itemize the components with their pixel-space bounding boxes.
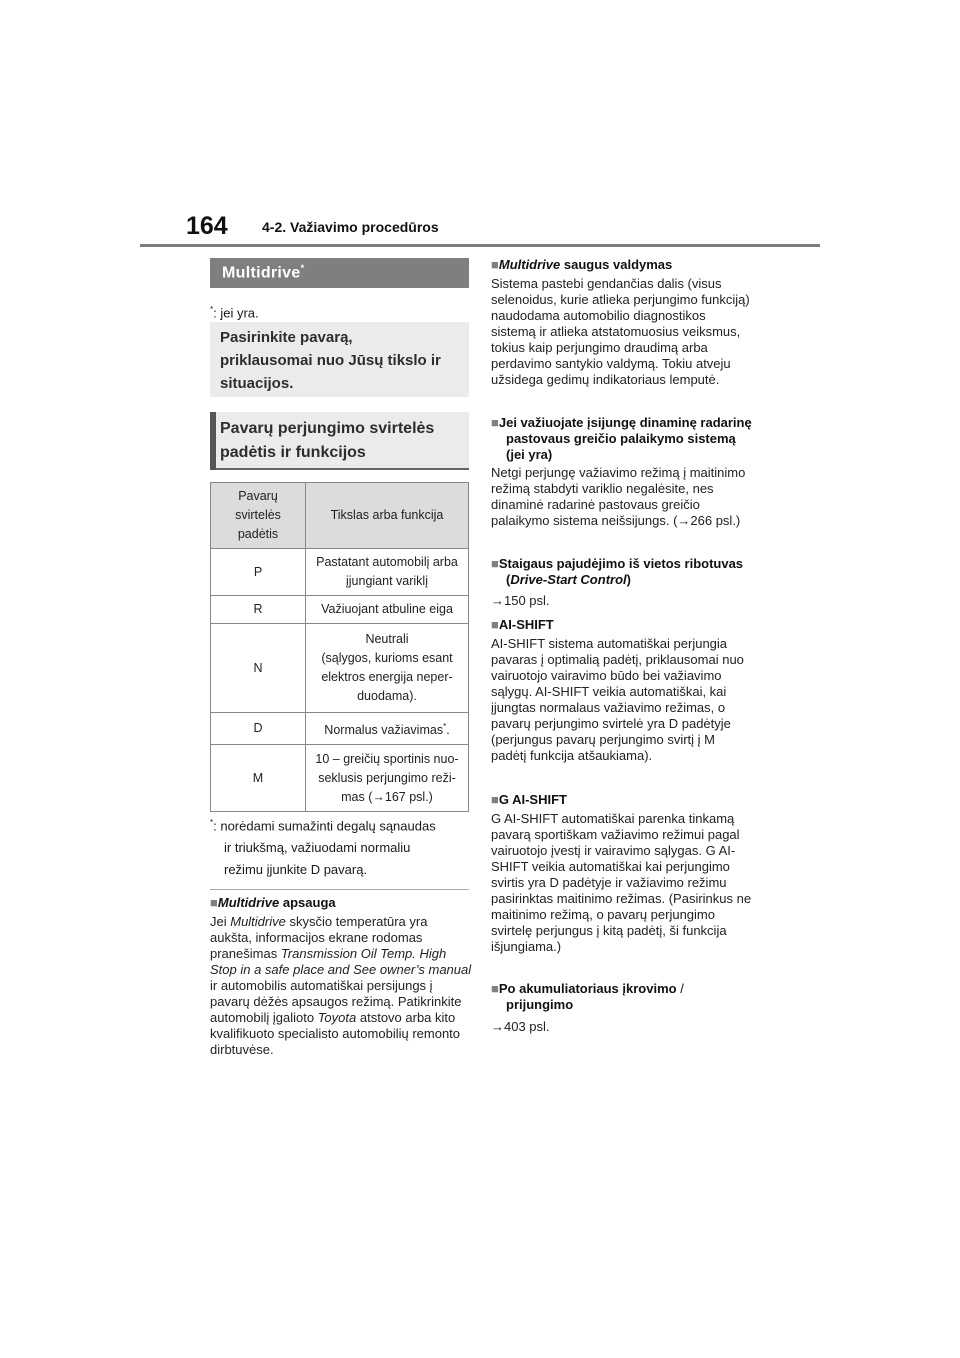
body-text: skysčio temperatūra yra aukšta, informacijos ekrane rodomas pranešimas [210, 914, 428, 961]
function-text: duodama). [357, 689, 417, 703]
heading-text: Multidrive [498, 257, 561, 272]
function-text: 10 – greičių sportinis nuo- [315, 751, 459, 766]
gear-function [306, 713, 469, 745]
g-ai-shift-body: G AI-SHIFT automatiškai parenka tinkamą pavarą sportiškam važiavimo režimui pagal vairuotojo įvestį ir vairavimo sąlygas. G AI-SHIFT veikia automatiškai kai perjungimo svirtis yra D padėtyje ir važiavimo režimu pasirinktas maitinimo režimas. (Pasirinkus ne maitinimo režimą, o pavarų perjungimo svirtelę perjungus į kitą padėtį, ši funkcija išjungiama.) [491, 811, 752, 954]
ai-shift-heading [491, 617, 753, 633]
instruction-line: situacijos. [220, 375, 294, 392]
table-header-row [211, 483, 469, 549]
table-row [211, 745, 469, 812]
gear-function [306, 549, 469, 596]
function-text: įjungiant variklį [346, 574, 428, 588]
section-title [210, 258, 469, 288]
body-text: ir automobilis automatiškai persijungs į pavarų dėžės apsaugos režimą. Patikrinkite automobilį įgalioto [210, 978, 462, 1025]
gear-position: P [211, 549, 306, 596]
header-rule [140, 244, 820, 247]
radar-cruise-body: Netgi perjungę važiavimo režimą į maitinimo režimą stabdyti variklio negalėsite, nes dinaminė radarinė pastovaus greičio palaikymo sistema neišsijungs. (→266 psl.) [491, 465, 746, 528]
body-text: Transmission Oil Temp. High Stop in a safe place and See owner’s manual [210, 946, 472, 977]
protection-body [210, 914, 472, 1058]
radar-cruise-heading [491, 415, 753, 463]
footnote-d-gear [210, 812, 472, 881]
gear-function [306, 745, 469, 812]
heading-text: Po akumuliatoriaus įkrovimo [498, 981, 677, 996]
instruction-line: priklausomai nuo Jūsų tikslo ir [220, 352, 441, 369]
heading-text: Multidrive [217, 895, 280, 910]
footnote-marker: * [300, 263, 305, 273]
heading-text: apsauga [279, 895, 336, 910]
chapter-title: 4-2. Važiavimo procedūros [262, 219, 439, 235]
battery-heading [491, 981, 753, 1013]
body-text: atstovo arba kito kvalifikuoto specialisto automobilių remonto dirbtuvėse. [210, 1010, 461, 1057]
body-text: Toyota [317, 1010, 357, 1025]
instruction-box [210, 322, 469, 397]
footnote-line [210, 812, 472, 837]
section-divider [210, 889, 469, 890]
gear-position-table [210, 482, 469, 812]
header-text: padėtis [237, 527, 279, 541]
function-text: seklusis perjungimo reži- [318, 770, 456, 785]
table-row [211, 624, 469, 713]
ai-shift-body: AI-SHIFT sistema automatiškai perjungia pavaras į optimalią padėtį, priklausomai nuo vairuotojo vairavimo būdo bei važiavimo sąlygų. AI-SHIFT veikia automatiškai, kai įjungtas normalaus važiavimo režimas, o pavarų perjungimo svirtelė yra D padėtyje (perjungus pavarų perjungimo svirtį į M padėtį funkcija atšaukiama). [491, 636, 744, 763]
drive-start-heading [491, 556, 753, 588]
function-text: (sąlygos, kurioms esant [321, 651, 453, 665]
footnote-availability [210, 305, 259, 320]
footnote-text: : norėdami sumažinti degalų sąnaudas [213, 818, 436, 834]
function-text: Normalus važiavimas [324, 723, 444, 738]
heading-text: Staigaus pajudėjimo iš vietos ribotuvas ( [498, 556, 744, 587]
gear-position: D [211, 713, 306, 745]
function-text: . [446, 723, 450, 738]
table-header-position [211, 483, 306, 549]
footnote-marker: * [443, 722, 447, 731]
square-bullet-icon: ■ [491, 617, 499, 632]
heading-text: saugus valdymas [560, 257, 673, 272]
subsection-heading [210, 412, 469, 470]
heading-text: Drive-Start Control [510, 572, 627, 587]
square-bullet-icon: ■ [491, 257, 499, 272]
page-number: 164 [186, 212, 228, 240]
footnote-marker: * [210, 305, 214, 314]
footnote-text: : jei yra. [213, 305, 259, 321]
gear-function [306, 624, 469, 713]
heading-text: AI-SHIFT [498, 617, 554, 632]
footnote-marker: * [210, 818, 214, 827]
heading-text: ) [626, 572, 631, 587]
battery-body: →403 psl. [491, 1019, 550, 1034]
section-title-text: Multidrive [222, 264, 301, 282]
body-text: Jei [210, 914, 231, 929]
protection-heading [210, 895, 472, 911]
body-text: Multidrive [230, 914, 286, 929]
g-ai-shift-heading [491, 792, 753, 808]
square-bullet-icon: ■ [491, 981, 499, 996]
gear-position: R [211, 596, 306, 624]
table-header-function: Tikslas arba funkcija [306, 483, 469, 549]
table-row [211, 596, 469, 624]
square-bullet-icon: ■ [491, 556, 499, 571]
square-bullet-icon: ■ [491, 792, 499, 807]
instruction-line: Pasirinkite pavarą, [220, 329, 353, 346]
footnote-line: režimu įjunkite D pavarą. [224, 862, 368, 878]
function-text: mas (→167 psl.) [341, 789, 433, 804]
function-text: Neutrali [365, 632, 409, 646]
gear-position: M [211, 745, 306, 812]
subsection-heading-line: padėtis ir funkcijos [220, 444, 366, 461]
square-bullet-icon: ■ [210, 895, 218, 910]
footnote-line: ir triukšmą, važiuodami normaliu [224, 840, 411, 856]
square-bullet-icon: ■ [491, 415, 499, 430]
function-text: elektros energija neper- [321, 670, 453, 684]
heading-text: prijungimo [506, 997, 574, 1012]
heading-text: Jei važiuojate įsijungę dinaminę radarinę pastovaus greičio palaikymo sistemą (jei yra) [498, 415, 752, 462]
gear-function: Važiuojant atbuline eiga [306, 596, 469, 624]
drive-start-body: →150 psl. [491, 593, 550, 608]
safe-control-heading [491, 257, 753, 273]
gear-position: N [211, 624, 306, 713]
table-row [211, 713, 469, 745]
heading-text: / [676, 981, 684, 996]
header-text: Pavarų [238, 489, 278, 503]
heading-text: G AI-SHIFT [498, 792, 567, 807]
function-text: Pastatant automobilį arba [316, 555, 458, 569]
header-text: svirtelės [235, 508, 281, 522]
subsection-heading-line: Pavarų perjungimo svirtelės [220, 420, 435, 437]
table-row [211, 549, 469, 596]
heading-accent-bar [210, 412, 216, 470]
safe-control-body: Sistema pastebi gendančias dalis (visus selenoidus, kurie atlieka perjungimo funkciją) naudodama automobilio diagnostikos sistemą ir atlieka atstatomuosius veiksmus, tokius kaip perjungimo draudimą arba perdavimo santykio valdymą. Tokiu atveju užsidega gedimų indikatoriaus lemputė. [491, 276, 750, 387]
